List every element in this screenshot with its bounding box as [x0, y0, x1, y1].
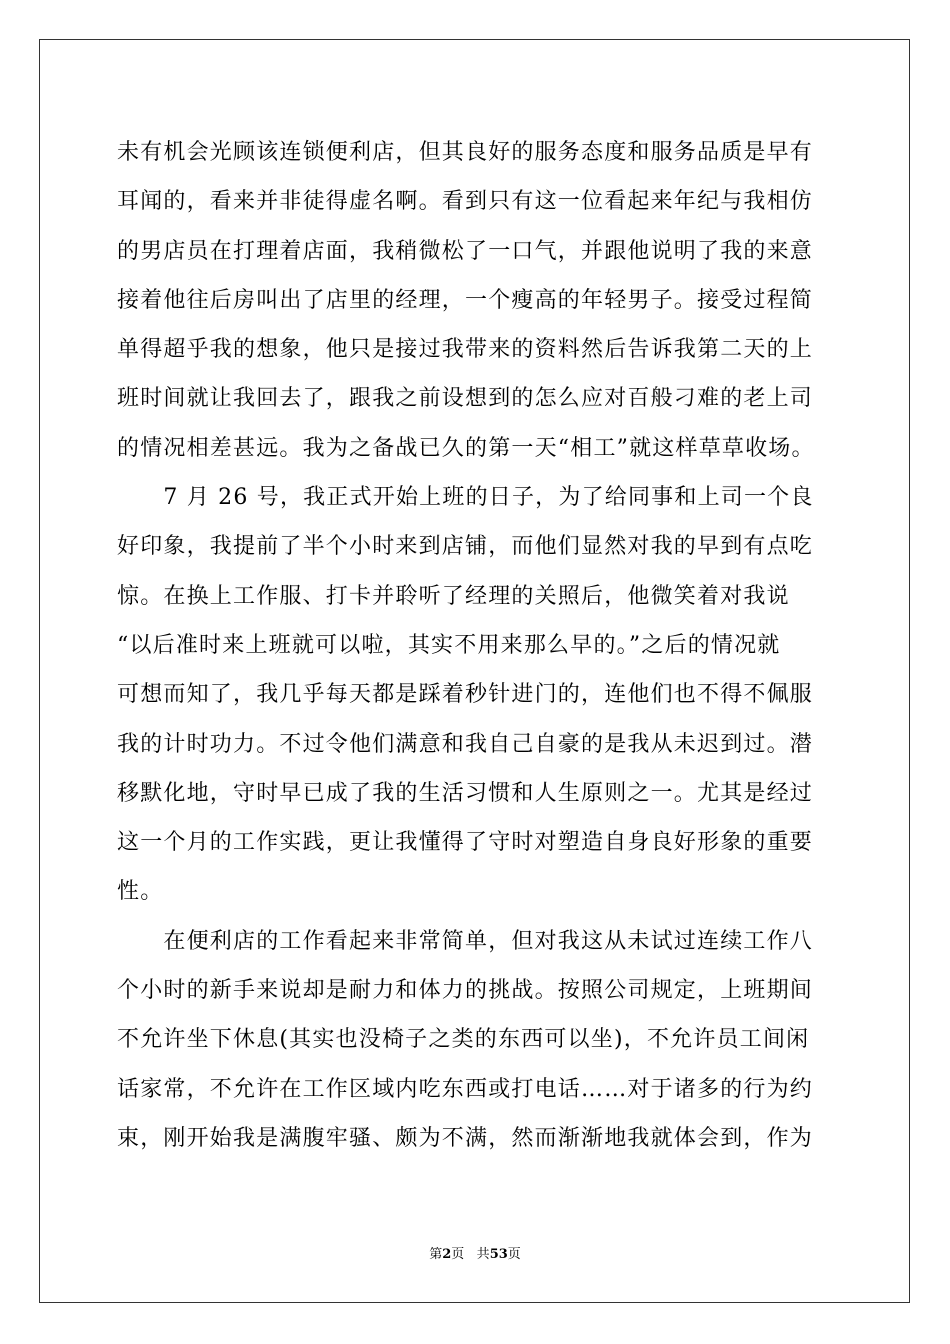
text-line: 接着他往后房叫出了店里的经理，一个瘦高的年轻男子。接受过程简 — [117, 287, 814, 313]
text-line: 未有机会光顾该连锁便利店，但其良好的服务态度和服务品质是早有 — [117, 140, 814, 165]
text-line: 7 月 26 号，我正式开始上班的日子，为了给同事和上司一个良 — [117, 485, 814, 511]
text-line: 的男店员在打理着店面，我稍微松了一口气，并跟他说明了我的来意 — [117, 238, 814, 264]
text-line: 束，刚开始我是满腹牢骚、颇为不满，然而渐渐地我就体会到，作为 — [117, 1125, 814, 1151]
text-line: “以后准时来上班就可以啦，其实不用来那么早的。”之后的情况就 — [117, 632, 781, 658]
text-line: 话家常，不允许在工作区域内吃东西或打电话……对于诸多的行为约 — [117, 1076, 814, 1102]
text-line: 耳闻的，看来并非徒得虚名啊。看到只有这一位看起来年纪与我相仿 — [117, 189, 814, 215]
total-suffix: 页 — [507, 1247, 521, 1262]
text-line: 个小时的新手来说却是耐力和体力的挑战。按照公司规定，上班期间 — [117, 978, 814, 1004]
page-prefix: 第 — [429, 1247, 443, 1262]
text-line: 单得超乎我的想象，他只是接过我带来的资料然后告诉我第二天的上 — [117, 337, 814, 363]
text-line: 我的计时功力。不过令他们满意和我自己自豪的是我从未迟到过。潜 — [117, 731, 814, 757]
total-pages: 53 — [489, 1247, 508, 1262]
text-line: 在便利店的工作看起来非常简单，但对我这从未试过连续工作八 — [117, 928, 814, 954]
document-body — [117, 128, 837, 1163]
page-footer — [0, 1245, 950, 1265]
text-line: 这一个月的工作实践，更让我懂得了守时对塑造自身良好形象的重要 — [117, 830, 814, 856]
total-prefix: 共 — [476, 1247, 490, 1262]
text-line: 班时间就让我回去了，跟我之前设想到的怎么应对百般刁难的老上司 — [117, 386, 814, 412]
text-line: 的情况相差甚远。我为之备战已久的第一天“相工”就这样草草收场。 — [117, 435, 815, 461]
text-line: 性。 — [117, 879, 164, 905]
text-line: 好印象，我提前了半个小时来到店铺，而他们显然对我的早到有点吃 — [117, 534, 814, 560]
text-line: 惊。在换上工作服、打卡并聆听了经理的关照后，他微笑着对我说 — [117, 583, 790, 609]
text-line: 不允许坐下休息(其实也没椅子之类的东西可以坐)，不允许员工间闲 — [117, 1027, 810, 1053]
text-line: 可想而知了，我几乎每天都是踩着秒针进门的，连他们也不得不佩服 — [117, 682, 814, 708]
page-number: 2 — [442, 1247, 452, 1262]
page-suffix: 页 — [451, 1247, 465, 1262]
text-line: 移默化地，守时早已成了我的生活习惯和人生原则之一。尤其是经过 — [117, 780, 814, 806]
